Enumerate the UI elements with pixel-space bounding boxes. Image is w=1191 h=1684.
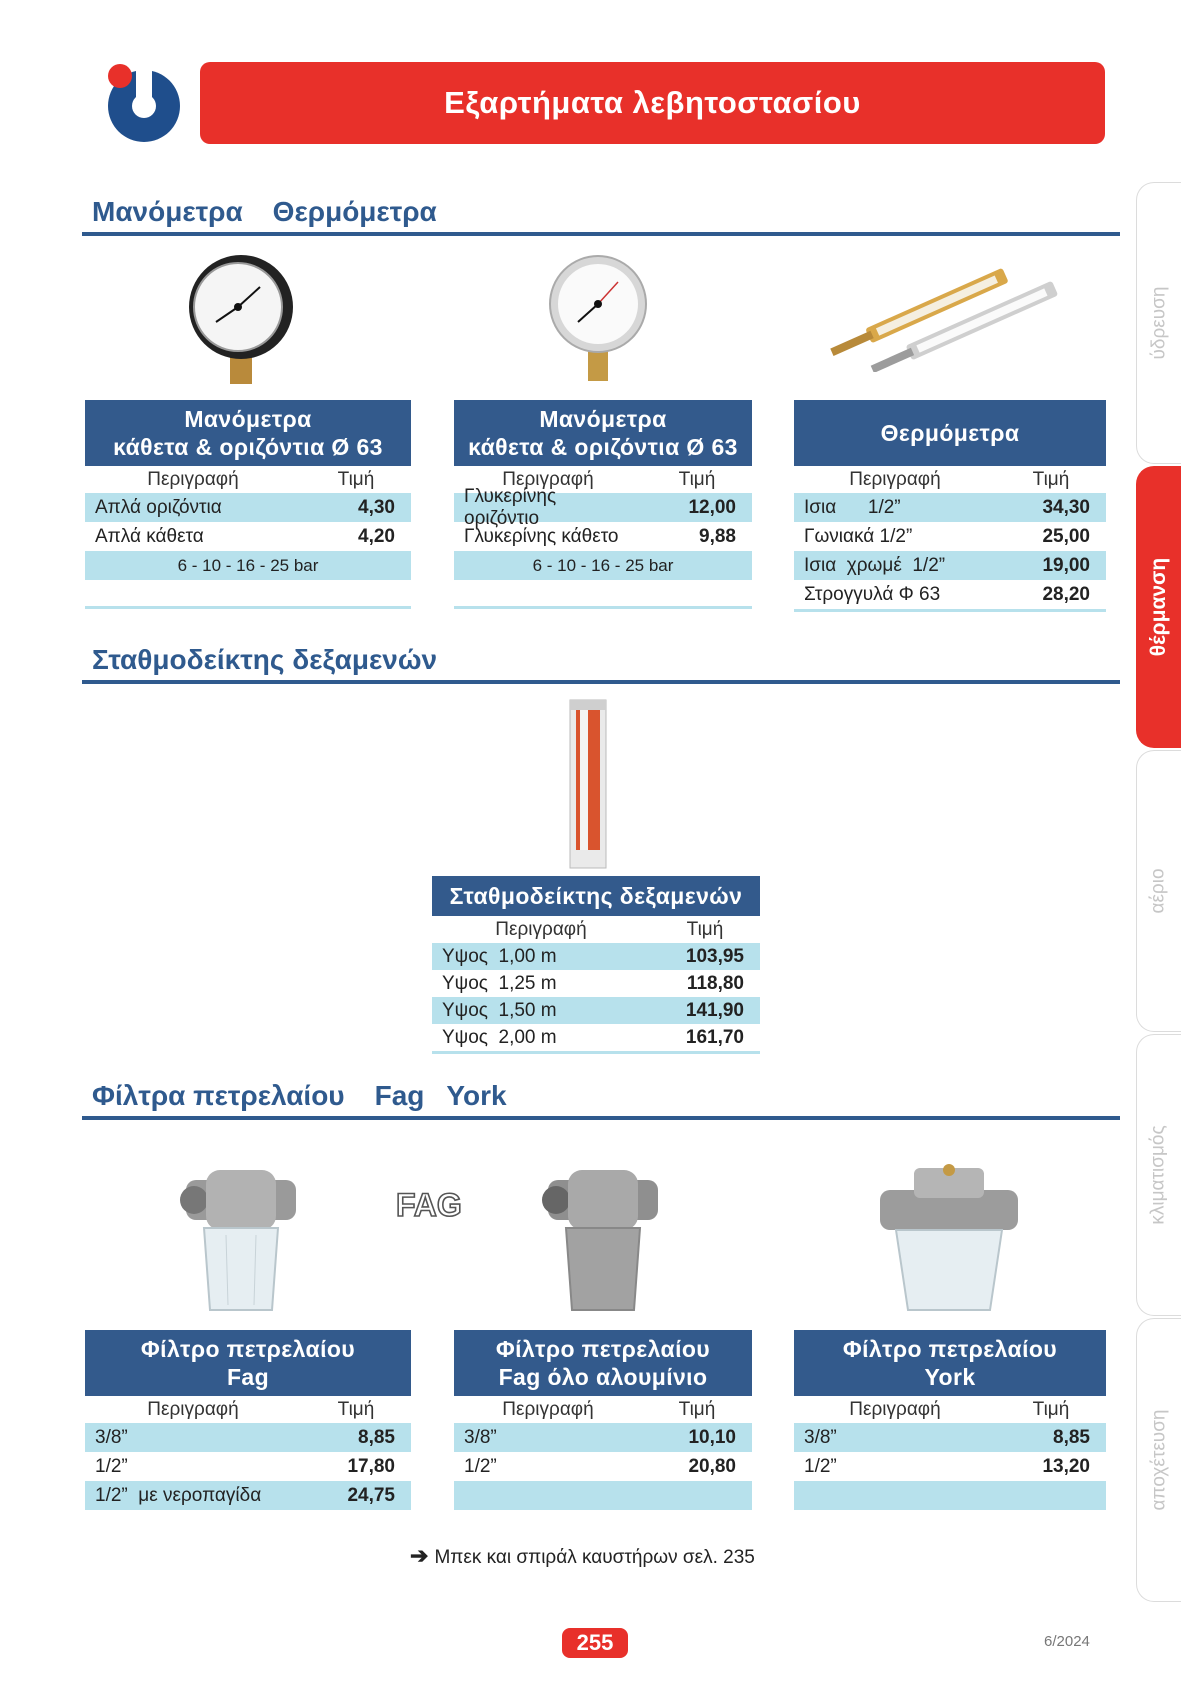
oil-filter-fag-aluminium-image bbox=[538, 1160, 668, 1320]
table-row-empty bbox=[794, 1481, 1106, 1510]
table-row: 3/8” 8,85 bbox=[85, 1423, 411, 1452]
table-title: Μανόμετρα κάθετα & οριζόντια Ø 63 bbox=[454, 400, 752, 466]
table-row: 3/8” 8,85 bbox=[794, 1423, 1106, 1452]
page-title: Εξαρτήματα λεβητοστασίου bbox=[200, 62, 1105, 144]
oil-filter-york-image bbox=[874, 1160, 1024, 1320]
table-thermometers bbox=[794, 400, 1106, 612]
side-tab-gas[interactable]: αέριο bbox=[1136, 750, 1181, 1032]
table-title: Σταθμοδείκτης δεξαμενών bbox=[432, 876, 760, 916]
table-row: Απλά οριζόντια 4,30 bbox=[85, 493, 411, 522]
table-row: Υψος 1,00 m 103,95 bbox=[432, 943, 760, 970]
column-headers: Περιγραφή Τιμή bbox=[502, 468, 716, 490]
table-tank-level bbox=[432, 876, 760, 1054]
pressure-gauge-image bbox=[186, 252, 296, 387]
table-row: 1/2” 20,80 bbox=[464, 1455, 736, 1477]
column-headers: Περιγραφή Τιμή bbox=[849, 1398, 1070, 1420]
column-headers: Περιγραφή Τιμή bbox=[147, 468, 375, 490]
table-row: Υψος 1,25 m 118,80 bbox=[442, 972, 744, 994]
side-tab-heating[interactable]: θέρμανση bbox=[1136, 466, 1181, 748]
cross-reference-note[interactable]: ➔ Μπεκ και σπιράλ καυστήρων σελ. 235 bbox=[410, 1543, 755, 1568]
table-divider bbox=[794, 609, 1106, 612]
arrow-right-icon: ➔ bbox=[410, 1543, 429, 1568]
table-row: 1/2” 13,20 bbox=[804, 1455, 1090, 1477]
side-tab-water[interactable]: ύδρευση bbox=[1136, 182, 1181, 464]
table-row: Ισια χρωμέ 1/2” 19,00 bbox=[794, 551, 1106, 580]
column-headers: Περιγραφή Τιμή bbox=[495, 918, 724, 940]
table-divider bbox=[454, 606, 752, 609]
table-gauges-glycerin bbox=[454, 400, 752, 609]
table-filter-york bbox=[794, 1330, 1106, 1510]
tank-level-gauge-image bbox=[566, 698, 610, 870]
table-title: Μανόμετρα κάθετα & οριζόντια Ø 63 bbox=[85, 400, 411, 466]
table-row: Υψος 1,50 m 141,90 bbox=[432, 997, 760, 1024]
column-headers: Περιγραφή Τιμή bbox=[502, 1398, 716, 1420]
table-divider bbox=[432, 1051, 760, 1054]
table-title: Φίλτρο πετρελαίου York bbox=[794, 1330, 1106, 1396]
table-row: Στρογγυλά Φ 63 28,20 bbox=[804, 583, 1090, 605]
thermometer-image bbox=[818, 262, 1088, 372]
oil-filter-fag-image bbox=[176, 1160, 306, 1320]
table-title: Θερμόμετρα bbox=[794, 400, 1106, 466]
table-note: 6 - 10 - 16 - 25 bar bbox=[454, 551, 752, 580]
column-headers: Περιγραφή Τιμή bbox=[849, 468, 1070, 490]
page-number: 255 bbox=[562, 1628, 628, 1658]
table-row: Γωνιακά 1/2” 25,00 bbox=[804, 525, 1090, 547]
column-headers: Περιγραφή Τιμή bbox=[147, 1398, 375, 1420]
section-title-filters: Φίλτρα πετρελαίου Fag York bbox=[82, 1080, 1120, 1120]
table-divider bbox=[85, 606, 411, 609]
table-row: 1/2” με νεροπαγίδα 24,75 bbox=[85, 1481, 411, 1510]
section-title-tank: Σταθμοδείκτης δεξαμενών bbox=[82, 644, 1120, 684]
table-title: Φίλτρο πετρελαίου Fag όλο αλουμίνιο bbox=[454, 1330, 752, 1396]
table-row: 3/8” 10,10 bbox=[454, 1423, 752, 1452]
table-row: Υψος 2,00 m 161,70 bbox=[442, 1026, 744, 1048]
table-gauges-simple bbox=[85, 400, 411, 609]
table-row: Απλά κάθετα 4,20 bbox=[95, 525, 395, 547]
fag-logo-text: FAG bbox=[396, 1187, 462, 1222]
section-title-gauges: Μανόμετρα Θερμόμετρα bbox=[82, 196, 1120, 236]
company-logo bbox=[102, 62, 182, 142]
side-tab-ac[interactable]: κλιματισμός bbox=[1136, 1034, 1181, 1316]
fag-brand-logo bbox=[392, 1186, 462, 1222]
table-row: 1/2” 17,80 bbox=[95, 1455, 395, 1477]
side-tab-drainage[interactable]: αποχέτευση bbox=[1136, 1318, 1181, 1602]
table-row: Ισια 1/2” 34,30 bbox=[794, 493, 1106, 522]
table-row: Γλυκερίνης οριζόντιο 12,00 bbox=[454, 493, 752, 522]
edition-date: 6/2024 bbox=[1044, 1633, 1090, 1650]
table-row-empty bbox=[454, 1481, 752, 1510]
glycerin-gauge-image bbox=[548, 254, 648, 384]
table-title: Φίλτρο πετρελαίου Fag bbox=[85, 1330, 411, 1396]
table-filter-fag-aluminium bbox=[454, 1330, 752, 1510]
table-note: 6 - 10 - 16 - 25 bar bbox=[85, 551, 411, 580]
table-row: Γλυκερίνης κάθετο 9,88 bbox=[464, 525, 736, 547]
table-filter-fag bbox=[85, 1330, 411, 1510]
